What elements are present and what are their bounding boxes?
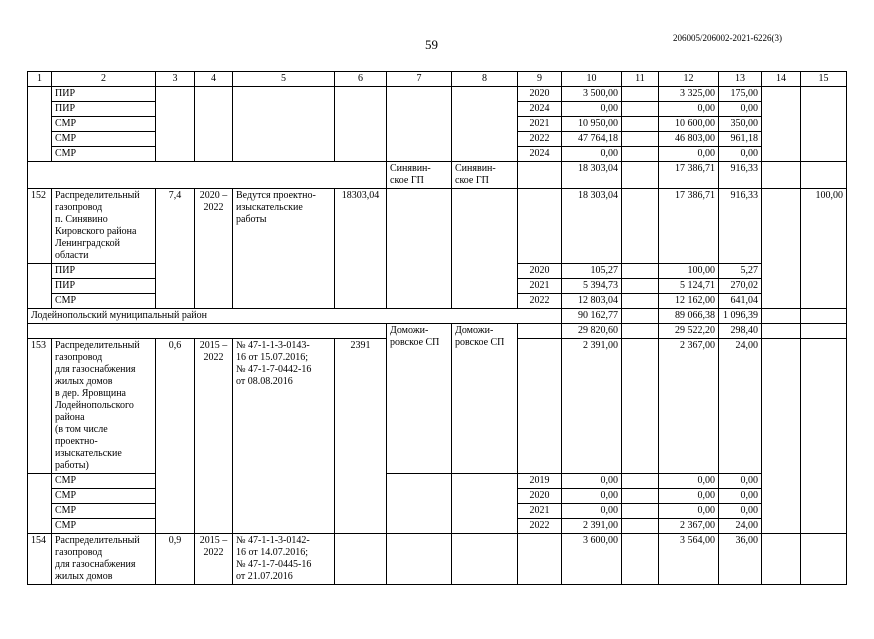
cell (28, 162, 387, 189)
cell (622, 147, 659, 162)
cell (762, 339, 801, 534)
value-cell: 24,00 (719, 519, 762, 534)
object-name: Распределительный газопровод для газоснабжения жилых домов (52, 534, 156, 585)
cell (387, 87, 452, 162)
period-cell: 2020 – 2022 (195, 189, 233, 309)
percent-cell: 100,00 (801, 189, 847, 309)
value-cell: 0,00 (562, 102, 622, 117)
cell (387, 534, 452, 585)
length-cell: 0,6 (156, 339, 195, 534)
col-num: 6 (335, 72, 387, 87)
cell (452, 534, 518, 585)
period-cell: 2015 – 2022 (195, 339, 233, 534)
cell (801, 87, 847, 162)
year-cell: 2019 (518, 474, 562, 489)
col-num: 8 (452, 72, 518, 87)
cell (518, 534, 562, 585)
value-cell: 2 391,00 (562, 339, 622, 474)
cell (518, 189, 562, 264)
value-cell: 17 386,71 (659, 189, 719, 264)
value-cell: 0,00 (562, 489, 622, 504)
cell (28, 474, 52, 534)
cell (622, 474, 659, 489)
value-cell: 29 820,60 (562, 324, 622, 339)
value-cell: 3 600,00 (562, 534, 622, 585)
stage-cell: СМР (52, 147, 156, 162)
cell (518, 162, 562, 189)
cell (622, 162, 659, 189)
col-num: 9 (518, 72, 562, 87)
value-cell: 12 162,00 (659, 294, 719, 309)
value-cell: 10 600,00 (659, 117, 719, 132)
cell (622, 132, 659, 147)
object-row (28, 534, 847, 585)
col-num: 10 (562, 72, 622, 87)
value-cell: 18 303,04 (562, 162, 622, 189)
col-num: 11 (622, 72, 659, 87)
value-cell: 2 391,00 (562, 519, 622, 534)
value-cell: 0,00 (659, 147, 719, 162)
row-number: 154 (28, 534, 52, 585)
cell (762, 87, 801, 162)
cost-cell: 2391 (335, 339, 387, 534)
table-row (28, 474, 847, 489)
stage-cell: СМР (52, 117, 156, 132)
row-number: 152 (28, 189, 52, 264)
stage-cell: СМР (52, 132, 156, 147)
cell (801, 162, 847, 189)
cell (452, 87, 518, 162)
settlement-cell: Доможи- ровское СП (452, 324, 518, 474)
stage-cell: ПИР (52, 87, 156, 102)
col-num: 7 (387, 72, 452, 87)
value-cell: 175,00 (719, 87, 762, 102)
col-num: 4 (195, 72, 233, 87)
value-cell: 0,00 (659, 489, 719, 504)
page-number: 59 (425, 37, 438, 52)
value-cell: 916,33 (719, 189, 762, 264)
year-cell: 2020 (518, 489, 562, 504)
value-cell: 350,00 (719, 117, 762, 132)
settlement-total-row (28, 162, 847, 189)
object-name: Распределительный газопровод п. Синявино Кировского района Ленинградской области (52, 189, 156, 264)
cell (622, 117, 659, 132)
value-cell: 961,18 (719, 132, 762, 147)
cell (622, 519, 659, 534)
row-number: 153 (28, 339, 52, 474)
col-num: 14 (762, 72, 801, 87)
value-cell: 0,00 (562, 147, 622, 162)
value-cell: 298,40 (719, 324, 762, 339)
value-cell: 3 325,00 (659, 87, 719, 102)
cell (622, 102, 659, 117)
value-cell: 2 367,00 (659, 339, 719, 474)
value-cell: 47 764,18 (562, 132, 622, 147)
cell (762, 534, 801, 585)
cell (28, 324, 387, 339)
value-cell: 105,27 (562, 264, 622, 279)
stage-cell: ПИР (52, 264, 156, 279)
cell (622, 279, 659, 294)
cell (452, 189, 518, 309)
value-cell: 12 803,04 (562, 294, 622, 309)
length-cell: 0,9 (156, 534, 195, 585)
stage-cell: СМР (52, 519, 156, 534)
column-number-row (28, 72, 847, 87)
cell (622, 264, 659, 279)
cell (762, 324, 801, 339)
cell (622, 294, 659, 309)
expertise-cell: № 47-1-1-3-0142- 16 от 14.07.2016; № 47-1-7-0445-16 от 21.07.2016 (233, 534, 335, 585)
value-cell: 270,02 (719, 279, 762, 294)
value-cell: 29 522,20 (659, 324, 719, 339)
cell (622, 534, 659, 585)
settlement-cell: Синявин- ское ГП (387, 162, 452, 189)
value-cell: 2 367,00 (659, 519, 719, 534)
year-cell: 2021 (518, 504, 562, 519)
district-label: Лодейнопольский муниципальный район (28, 309, 562, 324)
stage-cell: СМР (52, 489, 156, 504)
value-cell: 17 386,71 (659, 162, 719, 189)
cell (387, 189, 452, 309)
col-num: 1 (28, 72, 52, 87)
cell (801, 339, 847, 534)
value-cell: 10 950,00 (562, 117, 622, 132)
value-cell: 5 394,73 (562, 279, 622, 294)
cell (622, 504, 659, 519)
district-total-row (28, 309, 847, 324)
cell (335, 534, 387, 585)
year-cell: 2024 (518, 102, 562, 117)
col-num: 5 (233, 72, 335, 87)
cell (762, 162, 801, 189)
value-cell: 3 564,00 (659, 534, 719, 585)
cell (622, 324, 659, 339)
cell (622, 309, 659, 324)
cell (518, 324, 562, 339)
expertise-cell: № 47-1-1-3-0143- 16 от 15.07.2016; № 47-1-7-0442-16 от 08.08.2016 (233, 339, 335, 534)
value-cell: 0,00 (659, 474, 719, 489)
cell (28, 264, 52, 309)
cell (801, 324, 847, 339)
settlement-total-row (28, 324, 847, 339)
cell (622, 489, 659, 504)
value-cell: 0,00 (719, 474, 762, 489)
value-cell: 89 066,38 (659, 309, 719, 324)
value-cell: 18 303,04 (562, 189, 622, 264)
value-cell: 24,00 (719, 339, 762, 474)
cell (622, 87, 659, 102)
col-num: 15 (801, 72, 847, 87)
year-cell: 2024 (518, 147, 562, 162)
value-cell: 1 096,39 (719, 309, 762, 324)
year-cell: 2022 (518, 132, 562, 147)
expertise-cell: Ведутся проектно- изыскательские работы (233, 189, 335, 309)
value-cell: 916,33 (719, 162, 762, 189)
value-cell: 0,00 (659, 102, 719, 117)
value-cell: 3 500,00 (562, 87, 622, 102)
value-cell: 0,00 (659, 504, 719, 519)
value-cell: 5 124,71 (659, 279, 719, 294)
stage-cell: СМР (52, 474, 156, 489)
year-cell: 2022 (518, 519, 562, 534)
value-cell: 90 162,77 (562, 309, 622, 324)
cell (801, 309, 847, 324)
cell (156, 87, 195, 162)
stage-cell: ПИР (52, 279, 156, 294)
cell (762, 309, 801, 324)
cell (622, 339, 659, 474)
value-cell: 0,00 (562, 504, 622, 519)
cell (762, 189, 801, 309)
cost-cell: 18303,04 (335, 189, 387, 309)
cell (801, 534, 847, 585)
value-cell: 0,00 (562, 474, 622, 489)
value-cell: 0,00 (719, 489, 762, 504)
cell (28, 87, 52, 162)
stage-cell: СМР (52, 504, 156, 519)
value-cell: 0,00 (719, 102, 762, 117)
value-cell: 641,04 (719, 294, 762, 309)
table-row (28, 87, 847, 102)
value-cell: 5,27 (719, 264, 762, 279)
col-num: 3 (156, 72, 195, 87)
cell (518, 339, 562, 474)
program-table (27, 71, 847, 585)
col-num: 13 (719, 72, 762, 87)
cell (195, 87, 233, 162)
value-cell: 100,00 (659, 264, 719, 279)
period-cell: 2015 – 2022 (195, 534, 233, 585)
document-code: 206005/206002-2021-6226(3) (673, 33, 782, 43)
object-name: Распределительный газопровод для газоснабжения жилых домов в дер. Яровщина Лодейнопольского района (в том числе проектно- изыскательские работы) (52, 339, 156, 474)
year-cell: 2020 (518, 264, 562, 279)
object-row (28, 189, 847, 264)
year-cell: 2020 (518, 87, 562, 102)
stage-cell: СМР (52, 294, 156, 309)
col-num: 2 (52, 72, 156, 87)
cell (335, 87, 387, 162)
value-cell: 0,00 (719, 504, 762, 519)
year-cell: 2022 (518, 294, 562, 309)
value-cell: 46 803,00 (659, 132, 719, 147)
settlement-cell: Синявин- ское ГП (452, 162, 518, 189)
cell (622, 189, 659, 264)
length-cell: 7,4 (156, 189, 195, 309)
col-num: 12 (659, 72, 719, 87)
year-cell: 2021 (518, 117, 562, 132)
cell (233, 87, 335, 162)
settlement-cell: Доможи- ровское СП (387, 324, 452, 474)
value-cell: 36,00 (719, 534, 762, 585)
cell (452, 474, 518, 534)
year-cell: 2021 (518, 279, 562, 294)
value-cell: 0,00 (719, 147, 762, 162)
cell (387, 474, 452, 534)
stage-cell: ПИР (52, 102, 156, 117)
